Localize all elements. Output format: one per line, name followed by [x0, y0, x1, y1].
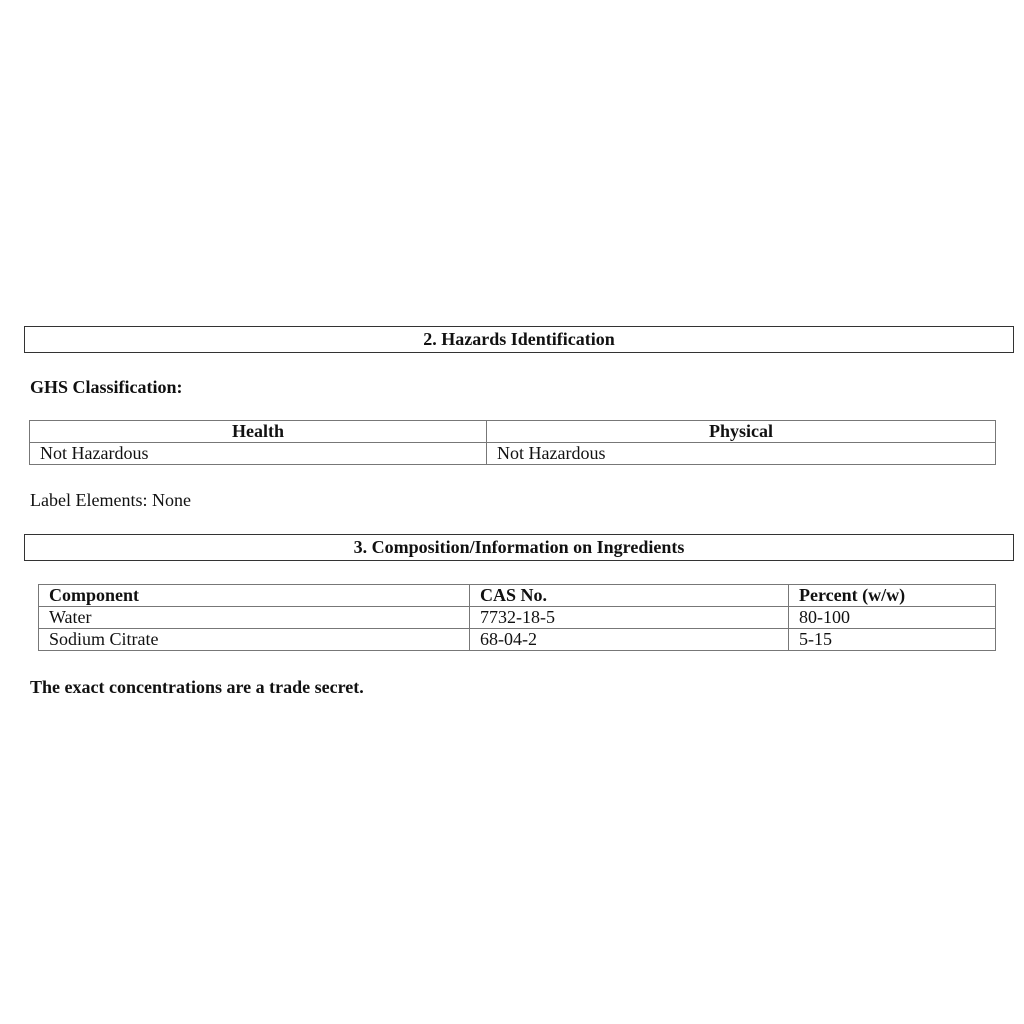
physical-value: Not Hazardous	[487, 443, 996, 465]
table-header-row	[30, 421, 996, 443]
header-percent: Percent (w/w)	[789, 585, 996, 607]
section-2-header: 2. Hazards Identification	[24, 326, 1014, 353]
table-row	[39, 629, 996, 651]
percent-cell: 5-15	[789, 629, 996, 651]
component-cell: Sodium Citrate	[39, 629, 470, 651]
table-row	[39, 607, 996, 629]
section-3-header: 3. Composition/Information on Ingredients	[24, 534, 1014, 561]
ghs-classification-table	[29, 420, 996, 465]
cas-cell: 7732-18-5	[470, 607, 789, 629]
component-cell: Water	[39, 607, 470, 629]
header-physical: Physical	[487, 421, 996, 443]
table-header-row	[39, 585, 996, 607]
ghs-classification-label: GHS Classification:	[30, 377, 183, 397]
percent-cell: 80-100	[789, 607, 996, 629]
health-value: Not Hazardous	[30, 443, 487, 465]
label-elements: Label Elements: None	[30, 490, 191, 510]
header-component: Component	[39, 585, 470, 607]
header-health: Health	[30, 421, 487, 443]
header-cas-no: CAS No.	[470, 585, 789, 607]
table-row	[30, 443, 996, 465]
trade-secret-note: The exact concentrations are a trade secret.	[30, 677, 364, 697]
composition-table	[38, 584, 996, 651]
cas-cell: 68-04-2	[470, 629, 789, 651]
